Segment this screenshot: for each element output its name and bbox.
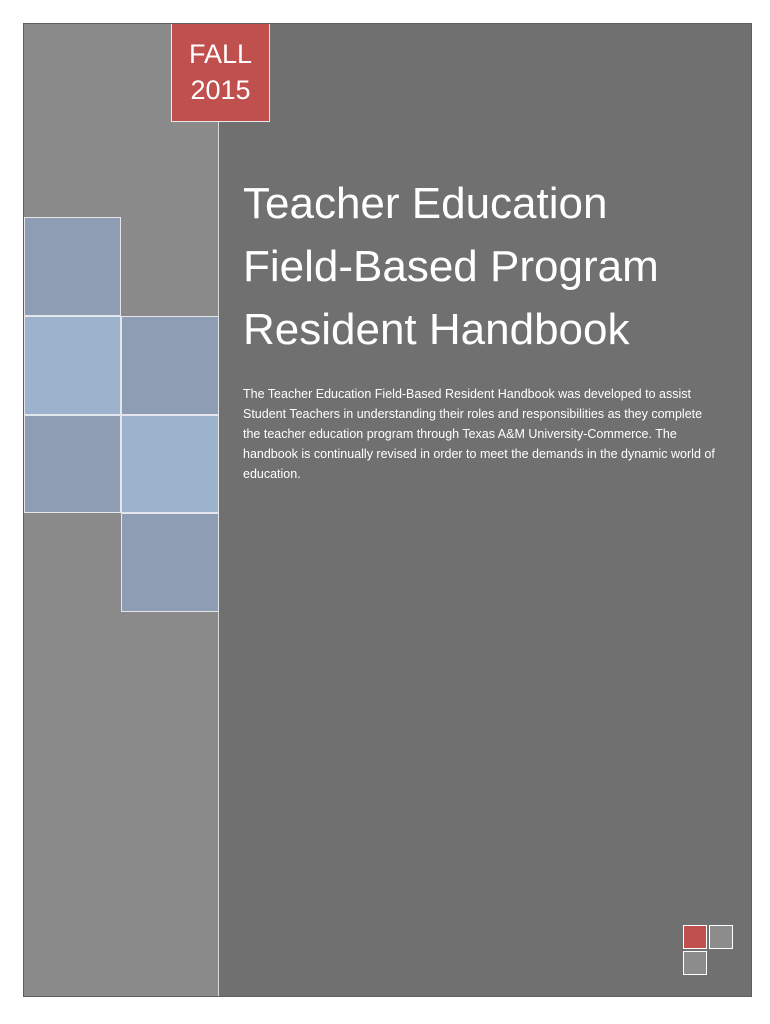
cover-side-panel: [24, 24, 219, 996]
decor-block: [24, 415, 121, 513]
logo-square-gray: [683, 951, 707, 975]
season-label: FALL: [188, 39, 253, 69]
cover-panel: [23, 23, 752, 997]
decor-block: [24, 217, 121, 316]
season-year: 2015: [190, 75, 251, 105]
decor-block: [121, 316, 219, 415]
decor-block: [121, 513, 219, 612]
decor-block: [24, 316, 121, 415]
title-line: Resident Handbook: [243, 305, 630, 354]
logo-mark: [683, 925, 735, 977]
logo-square-red: [683, 925, 707, 949]
title-line: Field-Based Program: [243, 242, 659, 291]
document-title: [243, 172, 743, 361]
logo-square-gray: [709, 925, 733, 949]
title-line: Teacher Education: [243, 179, 608, 228]
document-description: The Teacher Education Field-Based Resident Handbook was developed to assist Student Teachers in understanding their roles and responsibilities as they complete the teacher education program through Texas A&M University-Commerce. The handbook is continually revised in order to meet the demands in the dynamic world of education.: [243, 387, 715, 481]
decor-block: [121, 415, 219, 513]
season-badge: [171, 24, 270, 122]
